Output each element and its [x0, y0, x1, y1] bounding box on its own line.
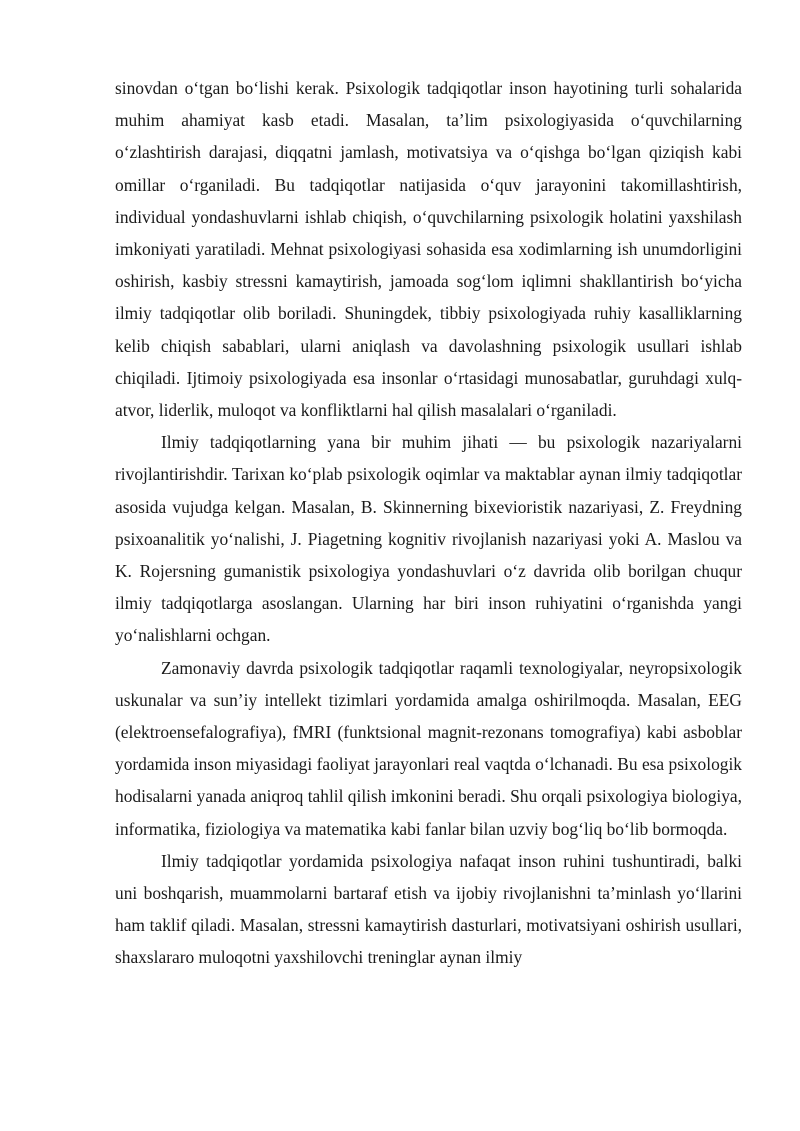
paragraph-1: sinovdan o‘tgan bo‘lishi kerak. Psixologik tadqiqotlar inson hayotining turli sohalarida muhim ahamiyat kasb etadi. Masalan, ta’lim psixologiyasida o‘quvchilarning o‘zlashtirish darajasi, diqqatni jamlash, motivatsiya va o‘qishga bo‘lgan qiziqish kabi omillar o‘rganiladi. Bu tadqiqotlar natijasida o‘quv jarayonini takomillashtirish, individual yondashuvlarni ishlab chiqish, o‘quvchilarning psixologik holatini yaxshilash imkoniyati yaratiladi. Mehnat psixologiyasi sohasida esa xodimlarning ish unumdorligini oshirish, kasbiy stressni kamaytirish, jamoada sog‘lom iqlimni shakllantirish bo‘yicha ilmiy tadqiqotlar olib boriladi. Shuningdek, tibbiy psixologiyada ruhiy kasalliklarning kelib chiqish sabablari, ularni aniqlash va davolashning psixologik usullari ishlab chiqiladi. Ijtimoiy psixologiyada esa insonlar o‘rtasidagi munosabatlar, guruhdagi xulq-atvor, liderlik, muloqot va konfliktlarni hal qilish masalalari o‘rganiladi. — [115, 78, 742, 421]
document-page — [115, 72, 742, 974]
paragraph-2: Ilmiy tadqiqotlarning yana bir muhim jihati — bu psixologik nazariyalarni rivojlantirishdir. Tarixan ko‘plab psixologik oqimlar va maktablar aynan ilmiy tadqiqotlar asosida vujudga kelgan. Masalan, B. Skinnerning bixevioristik nazariyasi, Z. Freydning psixoanalitik yo‘nalishi, J. Piagetning kognitiv rivojlanish nazariyasi yoki A. Maslou va K. Rojersning gumanistik psixologiya yondashuvlari o‘z davrida olib borilgan chuqur ilmiy tadqiqotlarga asoslangan. Ularning har biri inson ruhiyatini o‘rganishda yangi yo‘nalishlarni ochgan. — [115, 432, 742, 646]
paragraph-4: Ilmiy tadqiqotlar yordamida psixologiya nafaqat inson ruhini tushuntiradi, balki uni boshqarish, muammolarni bartaraf etish va ijobiy rivojlanishni ta’minlash yo‘llarini ham taklif qiladi. Masalan, stressni kamaytirish dasturlari, motivatsiyani oshirish usullari, shaxslararo muloqotni yaxshilovchi treninglar aynan ilmiy — [115, 850, 742, 968]
paragraph-3: Zamonaviy davrda psixologik tadqiqotlar raqamli texnologiyalar, neyropsixologik uskunalar va sun’iy intellekt tizimlari yordamida amalga oshirilmoqda. Masalan, EEG (elektroensefalografiya), fMRI (funktsional magnit-rezonans tomografiya) kabi asboblar yordamida inson miyasidagi faoliyat jarayonlari real vaqtda o‘lchanadi. Bu esa psixologik hodisalarni yanada aniqroq tahlil qilish imkonini beradi. Shu orqali psixologiya biologiya, informatika, fiziologiya va matematika kabi fanlar bilan uzviy bog‘liq bo‘lib bormoqda. — [115, 657, 742, 839]
